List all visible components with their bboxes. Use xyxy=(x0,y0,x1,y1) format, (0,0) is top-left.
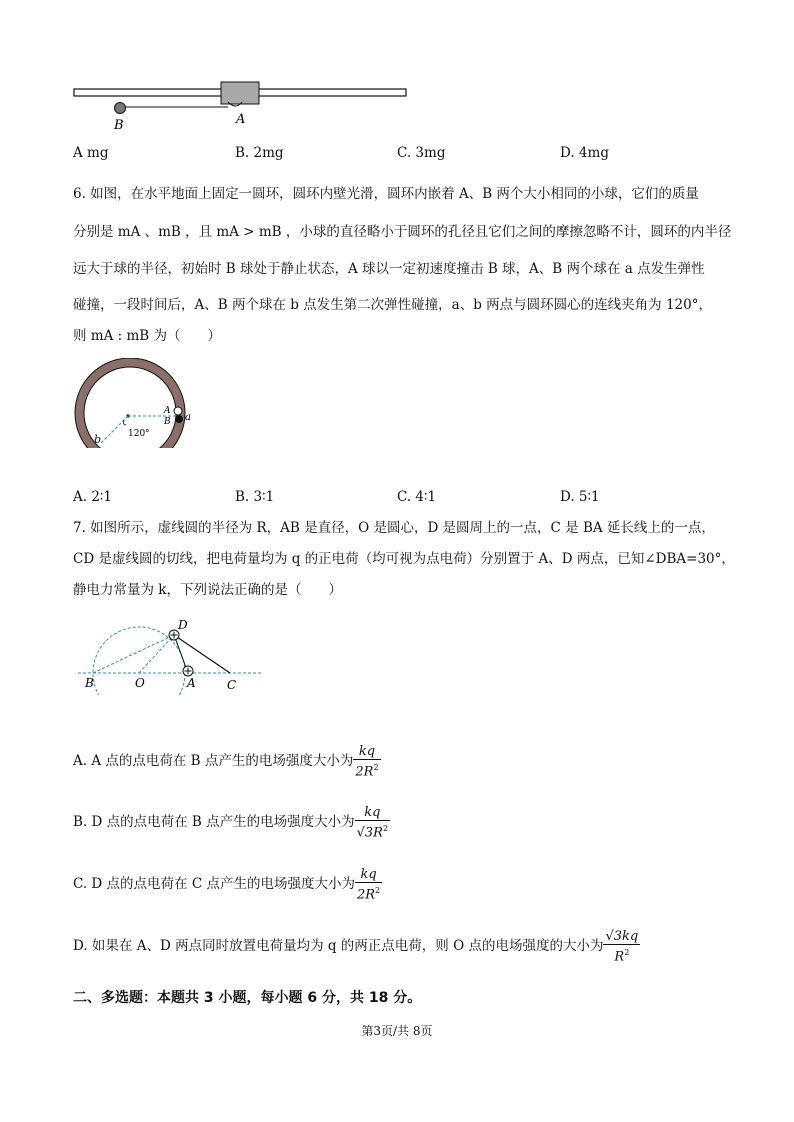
q6-line-5: 则 mA : mB 为（ ） xyxy=(73,328,221,344)
line-od xyxy=(139,635,174,673)
q6-line-3: 远大于球的半径，初始时 B 球处于静止状态，A 球以一定初速度撞击 B 球，A、B 两个球在 a 点发生弹性 xyxy=(73,261,705,277)
point-b-label: b xyxy=(94,433,102,446)
q6-line-2: 分别是 mA 、mB ，且 mA > mB ，小球的直径略小于圆环的孔径且它们之间的摩擦忽略不计，圆环的内半径 xyxy=(73,224,732,240)
q7-option-d: D. 如果在 A、D 两点同时放置电荷量均为 q 的两正点电荷，则 O 点的电场强度的大小为 $\frac{√3kq}{R^2}$ xyxy=(73,929,639,965)
q5-option-d: D. 4mg xyxy=(560,145,609,161)
q7-line-1: 7. 如图所示，虚线圆的半径为 R，AB 是直径，O 是圆心，D 是圆周上的一点，C 是 BA 延长线上的一点， xyxy=(73,520,715,536)
point-a-label: a xyxy=(185,412,191,423)
q6-option-c: C. 4∶1 xyxy=(397,489,437,505)
label-d: D xyxy=(178,618,188,632)
figure-rod-block xyxy=(70,78,415,130)
figure-ring xyxy=(68,358,208,448)
label-a: A xyxy=(187,676,196,690)
q6-option-b: B. 3∶1 xyxy=(235,489,275,505)
q6-option-d: D. 5∶1 xyxy=(560,489,600,505)
q7-option-c: C. D 点的点电荷在 C 点产生的电场强度大小为 $\frac{kq}{2R^2}$ xyxy=(73,867,381,903)
q6-option-a: A. 2∶1 xyxy=(73,489,113,505)
line-bd xyxy=(93,635,174,673)
label-c: C xyxy=(227,678,237,692)
ball-b xyxy=(115,103,126,114)
block xyxy=(221,82,259,104)
ball-b-label: B xyxy=(164,417,171,427)
label-o: O xyxy=(135,676,145,690)
figure-dashed-circle xyxy=(70,615,270,695)
angle-label: 120° xyxy=(128,429,150,439)
tangent-cd xyxy=(174,635,230,673)
section-heading: 二、多选题：本题共 3 小题，每小题 6 分，共 18 分。 xyxy=(73,990,422,1006)
q5-option-c: C. 3mg xyxy=(397,145,446,161)
q5-option-b: B. 2mg xyxy=(235,145,284,161)
q6-line-4: 碰撞，一段时间后，A、B 两个球在 b 点发生第二次弹性碰撞，a、b 两点与圆环圆心的连线夹角为 120°， xyxy=(73,297,712,313)
q7-option-a: A. A 点的点电荷在 B 点产生的电场强度大小为 $\frac{kq}{2R^2}$ xyxy=(73,744,379,780)
page-footer: 第3页/共 8页 xyxy=(361,1024,433,1038)
q5-option-a: A mg xyxy=(73,145,109,161)
q6-line-1: 6. 如图，在水平地面上固定一圆环，圆环内壁光滑，圆环内嵌着 A、B 两个大小相同的小球，它们的质量 xyxy=(73,186,699,202)
q7-option-b: B. D 点的点电荷在 B 点产生的电场强度大小为 $\frac{kq}{√3R^2}$ xyxy=(73,805,389,841)
label-b: B xyxy=(85,676,94,690)
ball-b xyxy=(175,415,183,423)
ball-a-label: A xyxy=(164,406,171,416)
ball-a xyxy=(174,407,182,415)
label-a: A xyxy=(236,112,246,127)
q7-line-2: CD 是虚线圆的切线，把电荷量均为 q 的正电荷（均可视为点电荷）分别置于 A、D 两点，已知∠DBA=30°， xyxy=(73,551,735,567)
label-b: B xyxy=(114,118,124,130)
q7-line-3: 静电力常量为 k，下列说法正确的是（ ） xyxy=(73,582,342,598)
